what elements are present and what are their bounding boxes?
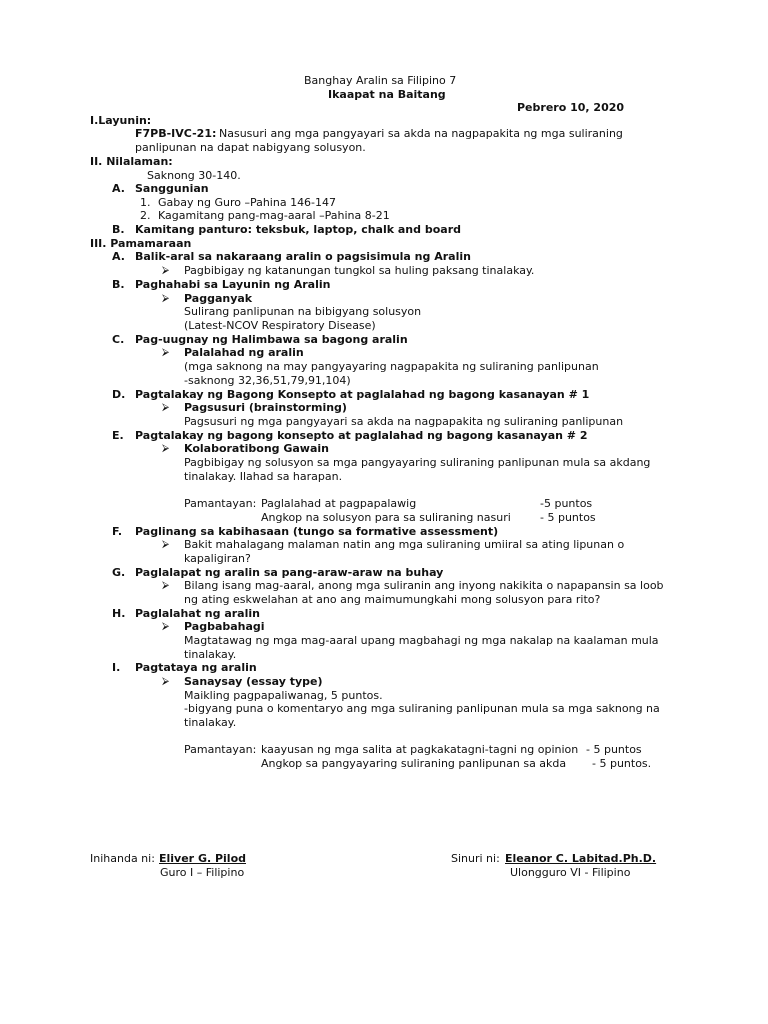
item-letter: D. [112,388,126,401]
arrow-bullet-icon: ⮚ [162,580,170,591]
step-i-line3: tinalakay. [184,716,237,729]
step-d-line1: Pagsusuri ng mga pangyayari sa akda na nagpapakita ng suliraning panlipunan [184,415,624,428]
reference-item-1: Gabay ng Guro –Pahina 146-147 [158,196,337,209]
section-heading-nilalaman: II. Nilalaman: [90,155,173,168]
step-i-line2: -bigyang puna o komentaryo ang mga suliraning panlipunan mula sa mga saknong na [184,702,660,715]
step-i-sub: Sanaysay (essay type) [184,675,323,688]
step-h-label: Paglalahat ng aralin [135,607,260,620]
objective-text-line2: panlipunan na dapat nabigyang solusyon. [135,141,366,154]
item-number: 2. [140,209,151,222]
rubric-label: Pamantayan: [184,743,257,756]
step-b-sub: Pagganyak [184,292,253,305]
step-e-sub: Kolaboratibong Gawain [184,442,329,455]
step-f-line2: kapaligiran? [184,552,251,565]
checked-by-title: Ulongguro VI - Filipino [510,866,631,879]
step-i-label: Pagtataya ng aralin [135,661,257,674]
item-letter: I. [112,661,121,674]
prepared-by-name: Eliver G. Pilod [159,852,247,865]
document-subtitle: Ikaapat na Baitang [328,88,446,101]
item-letter: B. [112,223,125,236]
section-heading-pamamaraan: III. Pamamaraan [90,237,192,250]
rubric-points: - 5 puntos. [592,757,652,770]
competency-code: F7PB-IVC-21: [135,127,217,140]
step-c-sub: Palalahad ng aralin [184,346,304,359]
item-letter: A. [112,182,125,195]
rubric-points: -5 puntos [540,497,593,510]
arrow-bullet-icon: ⮚ [162,539,170,550]
section-heading-layunin: I.Layunin: [90,114,152,127]
document-date: Pebrero 10, 2020 [517,101,625,114]
rubric-criterion: Angkop sa pangyayaring suliraning panlipunan sa akda [261,757,567,770]
step-d-sub: Pagsusuri (brainstorming) [184,401,347,414]
arrow-bullet-icon: ⮚ [162,293,170,304]
item-letter: E. [112,429,124,442]
step-c-label: Pag-uugnay ng Halimbawa sa bagong aralin [135,333,408,346]
objective-text-line1: Nasusuri ang mga pangyayari sa akda na nagpapakita ng mga suliraning [219,127,623,140]
arrow-bullet-icon: ⮚ [162,621,170,632]
prepared-by-label: Inihanda ni: [90,852,155,865]
step-b-line1: Sulirang panlipunan na bibigyang solusyon [184,305,422,318]
arrow-bullet-icon: ⮚ [162,402,170,413]
step-f-label: Paglinang sa kabihasaan (tungo sa formative assessment) [135,525,499,538]
step-a-sub: Pagbibigay ng katanungan tungkol sa huling paksang tinalakay. [184,264,535,277]
prepared-by-title: Guro I – Filipino [160,866,245,879]
item-letter: B. [112,278,125,291]
arrow-bullet-icon: ⮚ [162,676,170,687]
item-letter: A. [112,250,125,263]
materials-label: Kamitang panturo: teksbuk, laptop, chalk and board [135,223,461,236]
step-c-line1: (mga saknong na may pangyayaring nagpapakita ng suliraning panlipunan [184,360,599,373]
sanggunian-label: Sanggunian [135,182,209,195]
step-d-label: Pagtalakay ng Bagong Konsepto at paglalahad ng bagong kasanayan # 1 [135,388,590,401]
rubric-criterion: Angkop na solusyon para sa suliraning nasuri [261,511,511,524]
step-g-label: Paglalapat ng aralin sa pang-araw-araw na buhay [135,566,444,579]
step-g-line2: ng ating eskwelahan at ano ang maimumungkahi mong solusyon para rito? [184,593,601,606]
step-h-sub: Pagbabahagi [184,620,265,633]
content-text: Saknong 30-140. [147,169,241,182]
arrow-bullet-icon: ⮚ [162,265,170,276]
step-b-label: Paghahabi sa Layunin ng Aralin [135,278,331,291]
arrow-bullet-icon: ⮚ [162,347,170,358]
step-i-line1: Maikling pagpapaliwanag, 5 puntos. [184,689,383,702]
step-g-line1: Bilang isang mag-aaral, anong mga suliranin ang inyong nakikita o napapansin sa loob [184,579,664,592]
step-h-line1: Magtatawag ng mga mag-aaral upang magbahagi ng mga nakalap na kaalaman mula [184,634,659,647]
item-letter: C. [112,333,125,346]
reference-item-2: Kagamitang pang-mag-aaral –Pahina 8-21 [158,209,390,222]
checked-by-name: Eleanor C. Labitad.Ph.D. [505,852,657,865]
document-title: Banghay Aralin sa Filipino 7 [304,74,457,87]
arrow-bullet-icon: ⮚ [162,443,170,454]
item-letter: G. [112,566,126,579]
item-letter: F. [112,525,123,538]
step-e-line2: tinalakay. Ilahad sa harapan. [184,470,343,483]
rubric-criterion: Paglalahad at pagpapalawig [261,497,417,510]
step-e-line1: Pagbibigay ng solusyon sa mga pangyayaring suliraning panlipunan mula sa akdang [184,456,651,469]
item-number: 1. [140,196,151,209]
step-b-line2: (Latest-NCOV Respiratory Disease) [184,319,376,332]
checked-by-label: Sinuri ni: [451,852,500,865]
rubric-label: Pamantayan: [184,497,257,510]
step-a-label: Balik-aral sa nakaraang aralin o pagsisimula ng Aralin [135,250,471,263]
step-f-line1: Bakit mahalagang malaman natin ang mga suliraning umiiral sa ating lipunan o [184,538,625,551]
step-h-line2: tinalakay. [184,648,237,661]
step-e-label: Pagtalakay ng bagong konsepto at paglalahad ng bagong kasanayan # 2 [135,429,588,442]
rubric-criterion: kaayusan ng mga salita at pagkakatagni-tagni ng opinion [261,743,579,756]
item-letter: H. [112,607,126,620]
step-c-line2: -saknong 32,36,51,79,91,104) [184,374,351,387]
rubric-points: - 5 puntos [540,511,596,524]
rubric-points: - 5 puntos [586,743,642,756]
